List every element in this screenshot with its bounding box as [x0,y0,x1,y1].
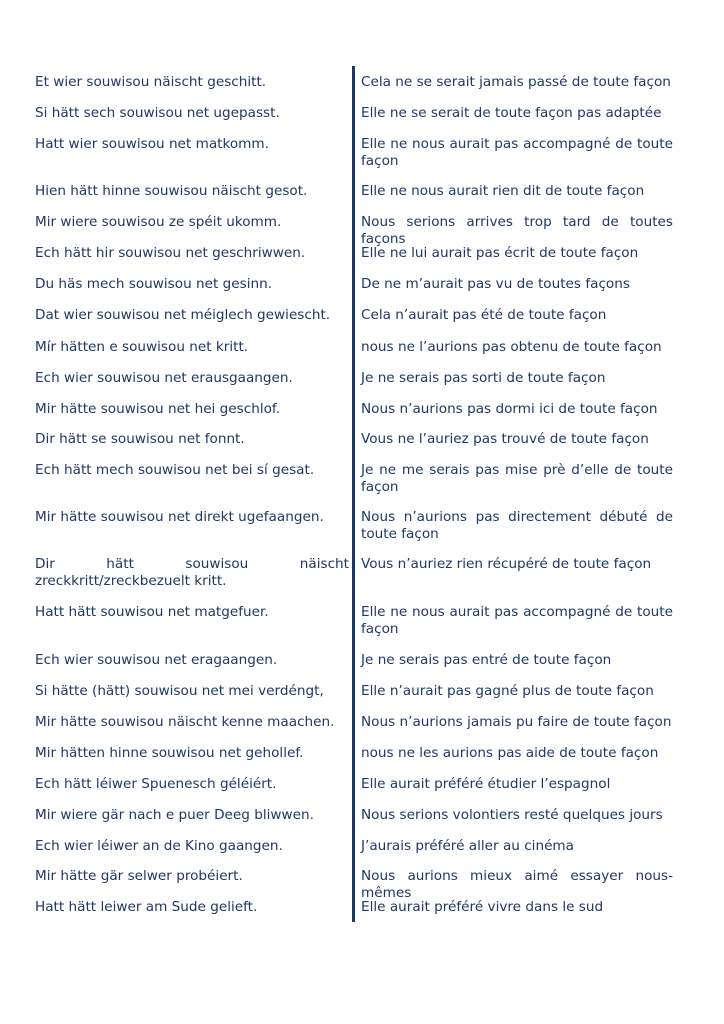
french-translation: Elle ne lui aurait pas écrit de toute façon [361,245,639,261]
french-translation: Je ne serais pas sorti de toute façon [361,370,606,386]
luxembourgish-sentence: Hien hätt hinne souwisou näischt gesot. [35,183,308,199]
french-translation: Nous serions arrives trop tard de toutes façons [361,214,673,247]
luxembourgish-sentence: Et wier souwisou näischt geschitt. [35,74,267,90]
french-translation: Elle ne nous aurait rien dit de toute façon [361,183,645,199]
luxembourgish-sentence: Hatt hätt leiwer am Sude gelieft. [35,899,258,915]
luxembourgish-sentence: Si hätt sech souwisou net ugepasst. [35,105,280,121]
luxembourgish-sentence: Mir hätte souwisou näischt kenne maachen. [35,714,335,730]
french-translation: Vous n’auriez rien récupéré de toute façon [361,556,652,572]
french-translation: Elle ne se serait de toute façon pas adaptée [361,105,662,121]
french-translation: Nous n’aurions pas dormi ici de toute façon [361,401,658,417]
french-translation: Elle aurait préféré étudier l’espagnol [361,776,611,792]
luxembourgish-sentence: Mir hätte souwisou net hei geschlof. [35,401,281,417]
luxembourgish-sentence: Ech wier léiwer an de Kino gaangen. [35,838,283,854]
french-translation: Elle aurait préféré vivre dans le sud [361,899,604,915]
french-translation: J’aurais préféré aller au cinéma [361,838,575,854]
luxembourgish-sentence: Hatt wier souwisou net matkomm. [35,136,269,152]
luxembourgish-sentence: Ech hätt hir souwisou net geschriwwen. [35,245,306,261]
french-translation: nous ne les aurions pas aide de toute façon [361,745,659,761]
luxembourgish-sentence: Ech wier souwisou net erausgaangen. [35,370,293,386]
luxembourgish-sentence: Dir hätt souwisou näischt zreckkritt/zreckbezuelt kritt. [35,556,349,589]
french-translation: Elle ne nous aurait pas accompagné de toute façon [361,136,673,169]
french-translation: Je ne me serais pas mise prè d’elle de toute façon [361,462,673,495]
french-translation: Je ne serais pas entré de toute façon [361,652,612,668]
luxembourgish-sentence: Mir hätten hinne souwisou net gehollef. [35,745,304,761]
french-translation: Nous n’aurions pas directement débuté de toute façon [361,509,673,542]
french-translation: Nous aurions mieux aimé essayer nous-mêmes [361,868,673,901]
luxembourgish-sentence: Mir wiere gär nach e puer Deeg bliwwen. [35,807,314,823]
french-translation: Cela n’aurait pas été de toute façon [361,307,607,323]
french-translation: Elle ne nous aurait pas accompagné de toute façon [361,604,673,637]
luxembourgish-sentence: Dat wier souwisou net méiglech gewiescht. [35,307,331,323]
french-translation: De ne m’aurait pas vu de toutes façons [361,276,630,292]
luxembourgish-sentence: Ech wier souwisou net eragaangen. [35,652,278,668]
luxembourgish-sentence: Ech hätt léiwer Spuenesch géléiért. [35,776,277,792]
luxembourgish-sentence: Ech hätt mech souwisou net bei sí gesat. [35,462,315,478]
luxembourgish-sentence: Dir hätt se souwisou net fonnt. [35,431,245,447]
luxembourgish-sentence: Du häs mech souwisou net gesinn. [35,276,273,292]
french-translation: Nous serions volontiers resté quelques jours [361,807,663,823]
luxembourgish-sentence: Mír hätten e souwisou net kritt. [35,339,249,355]
luxembourgish-sentence: Hatt hätt souwisou net matgefuer. [35,604,269,620]
french-translation: Cela ne se serait jamais passé de toute façon [361,74,671,90]
column-divider [352,66,355,922]
french-translation: Vous ne l’auriez pas trouvé de toute façon [361,431,649,447]
french-translation: Elle n’aurait pas gagné plus de toute façon [361,683,654,699]
luxembourgish-sentence: Mir wiere souwisou ze spéit ukomm. [35,214,282,230]
luxembourgish-sentence: Mir hätte souwisou net direkt ugefaangen. [35,509,324,525]
luxembourgish-sentence: Si hätte (hätt) souwisou net mei verdéngt, [35,683,324,699]
french-translation: nous ne l’aurions pas obtenu de toute façon [361,339,662,355]
luxembourgish-sentence: Mir hätte gär selwer probéiert. [35,868,243,884]
french-translation: Nous n’aurions jamais pu faire de toute façon [361,714,672,730]
